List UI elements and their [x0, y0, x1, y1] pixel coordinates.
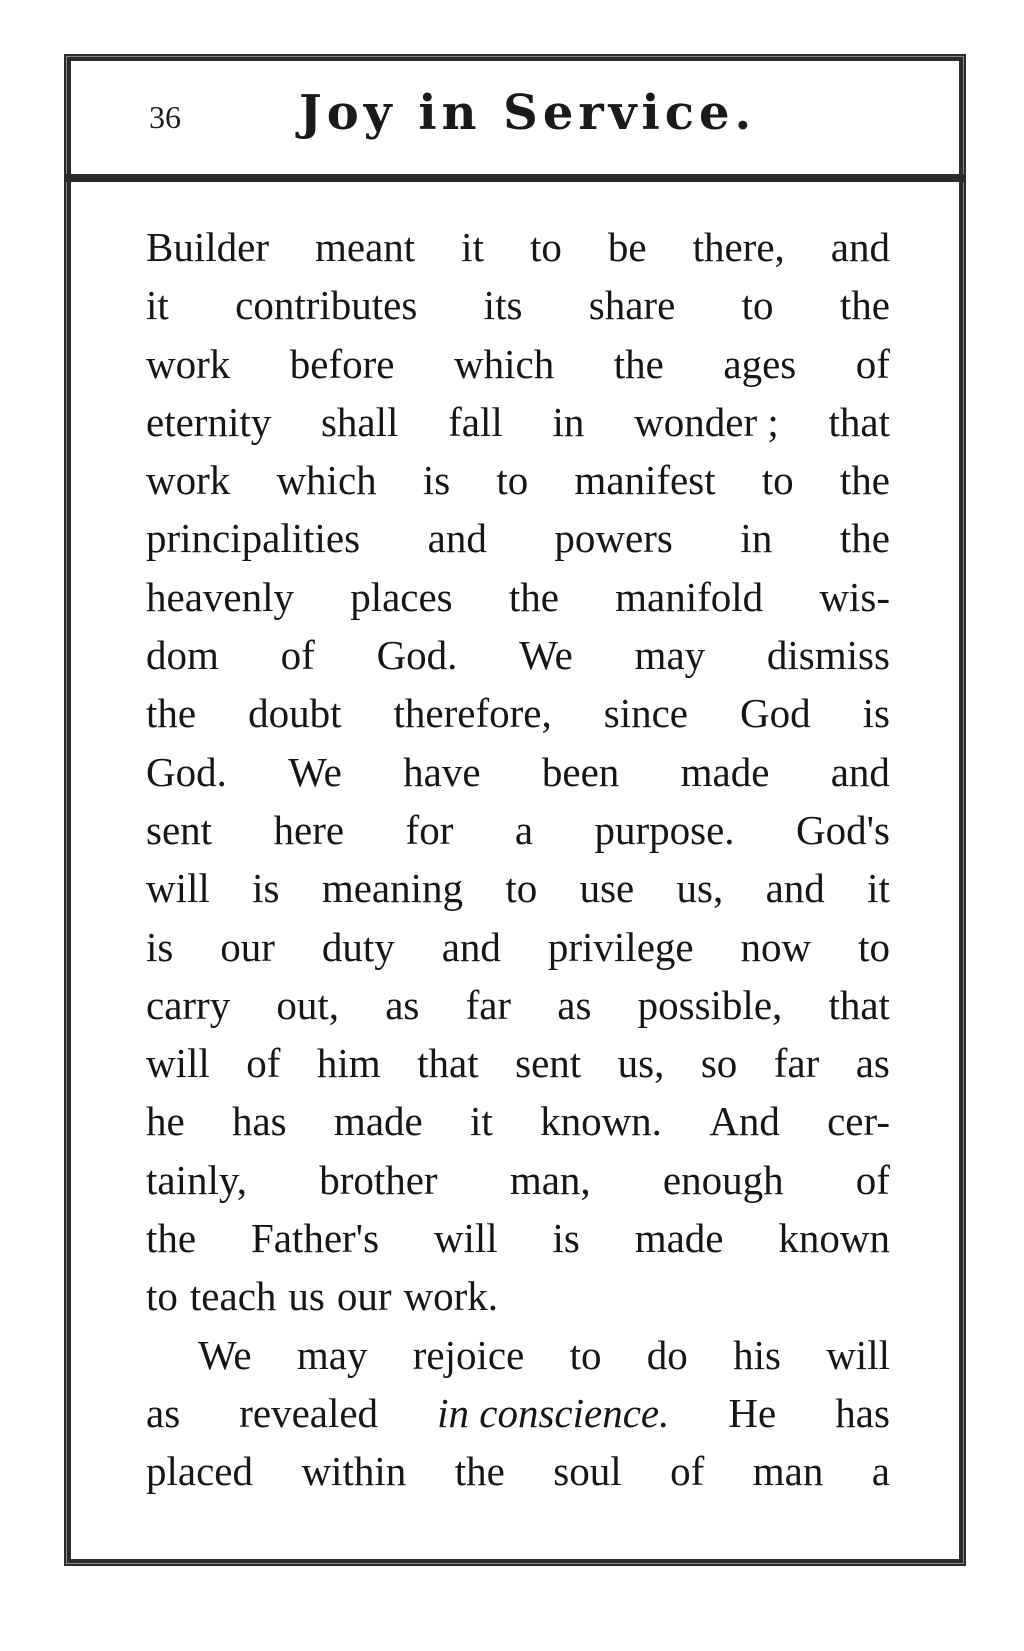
text-line: sent here for a purpose. God's — [146, 806, 890, 853]
page-header — [71, 61, 959, 174]
text-line: eternity shall fall in wonder ; that — [146, 398, 890, 445]
text-line: it contributes its share to the — [146, 282, 890, 329]
text-line: will of him that sent us, so far as — [146, 1040, 890, 1087]
text-line-paragraph-end: to teach us our work. — [146, 1273, 499, 1320]
running-title: Joy in Service. — [299, 85, 757, 141]
text-line: the doubt therefore, since God is — [146, 690, 890, 737]
text-line: heavenly places the manifold wis- — [146, 573, 890, 620]
text-line: carry out, as far as possible, that — [146, 981, 890, 1028]
text-line: God. We have been made and — [146, 748, 890, 795]
text-line: tainly, brother man, enough of — [146, 1156, 890, 1203]
text-line: work which is to manifest to the — [146, 457, 890, 504]
text-line: dom of God. We may dismiss — [146, 632, 890, 679]
text-line: Builder meant it to be there, and — [146, 224, 890, 270]
text-line: he has made it known. And cer- — [146, 1098, 890, 1145]
text-line: as revealed in conscience. He has — [146, 1384, 890, 1442]
text-line-paragraph-start: We may rejoice to do his will — [198, 1331, 890, 1378]
text-line: the Father's will is made known — [146, 1215, 890, 1262]
text-line: principalities and powers in the — [146, 515, 890, 562]
italic-phrase: in conscience. — [437, 1389, 670, 1436]
text-line: will is meaning to use us, and it — [146, 865, 890, 912]
text-line: is our duty and privilege now to — [146, 923, 890, 970]
text-line: placed within the soul of man a — [146, 1448, 890, 1495]
header-rule — [64, 174, 966, 182]
body-text — [146, 218, 890, 1501]
page-number: 36 — [149, 99, 181, 135]
text-line: work before which the ages of — [146, 340, 890, 387]
